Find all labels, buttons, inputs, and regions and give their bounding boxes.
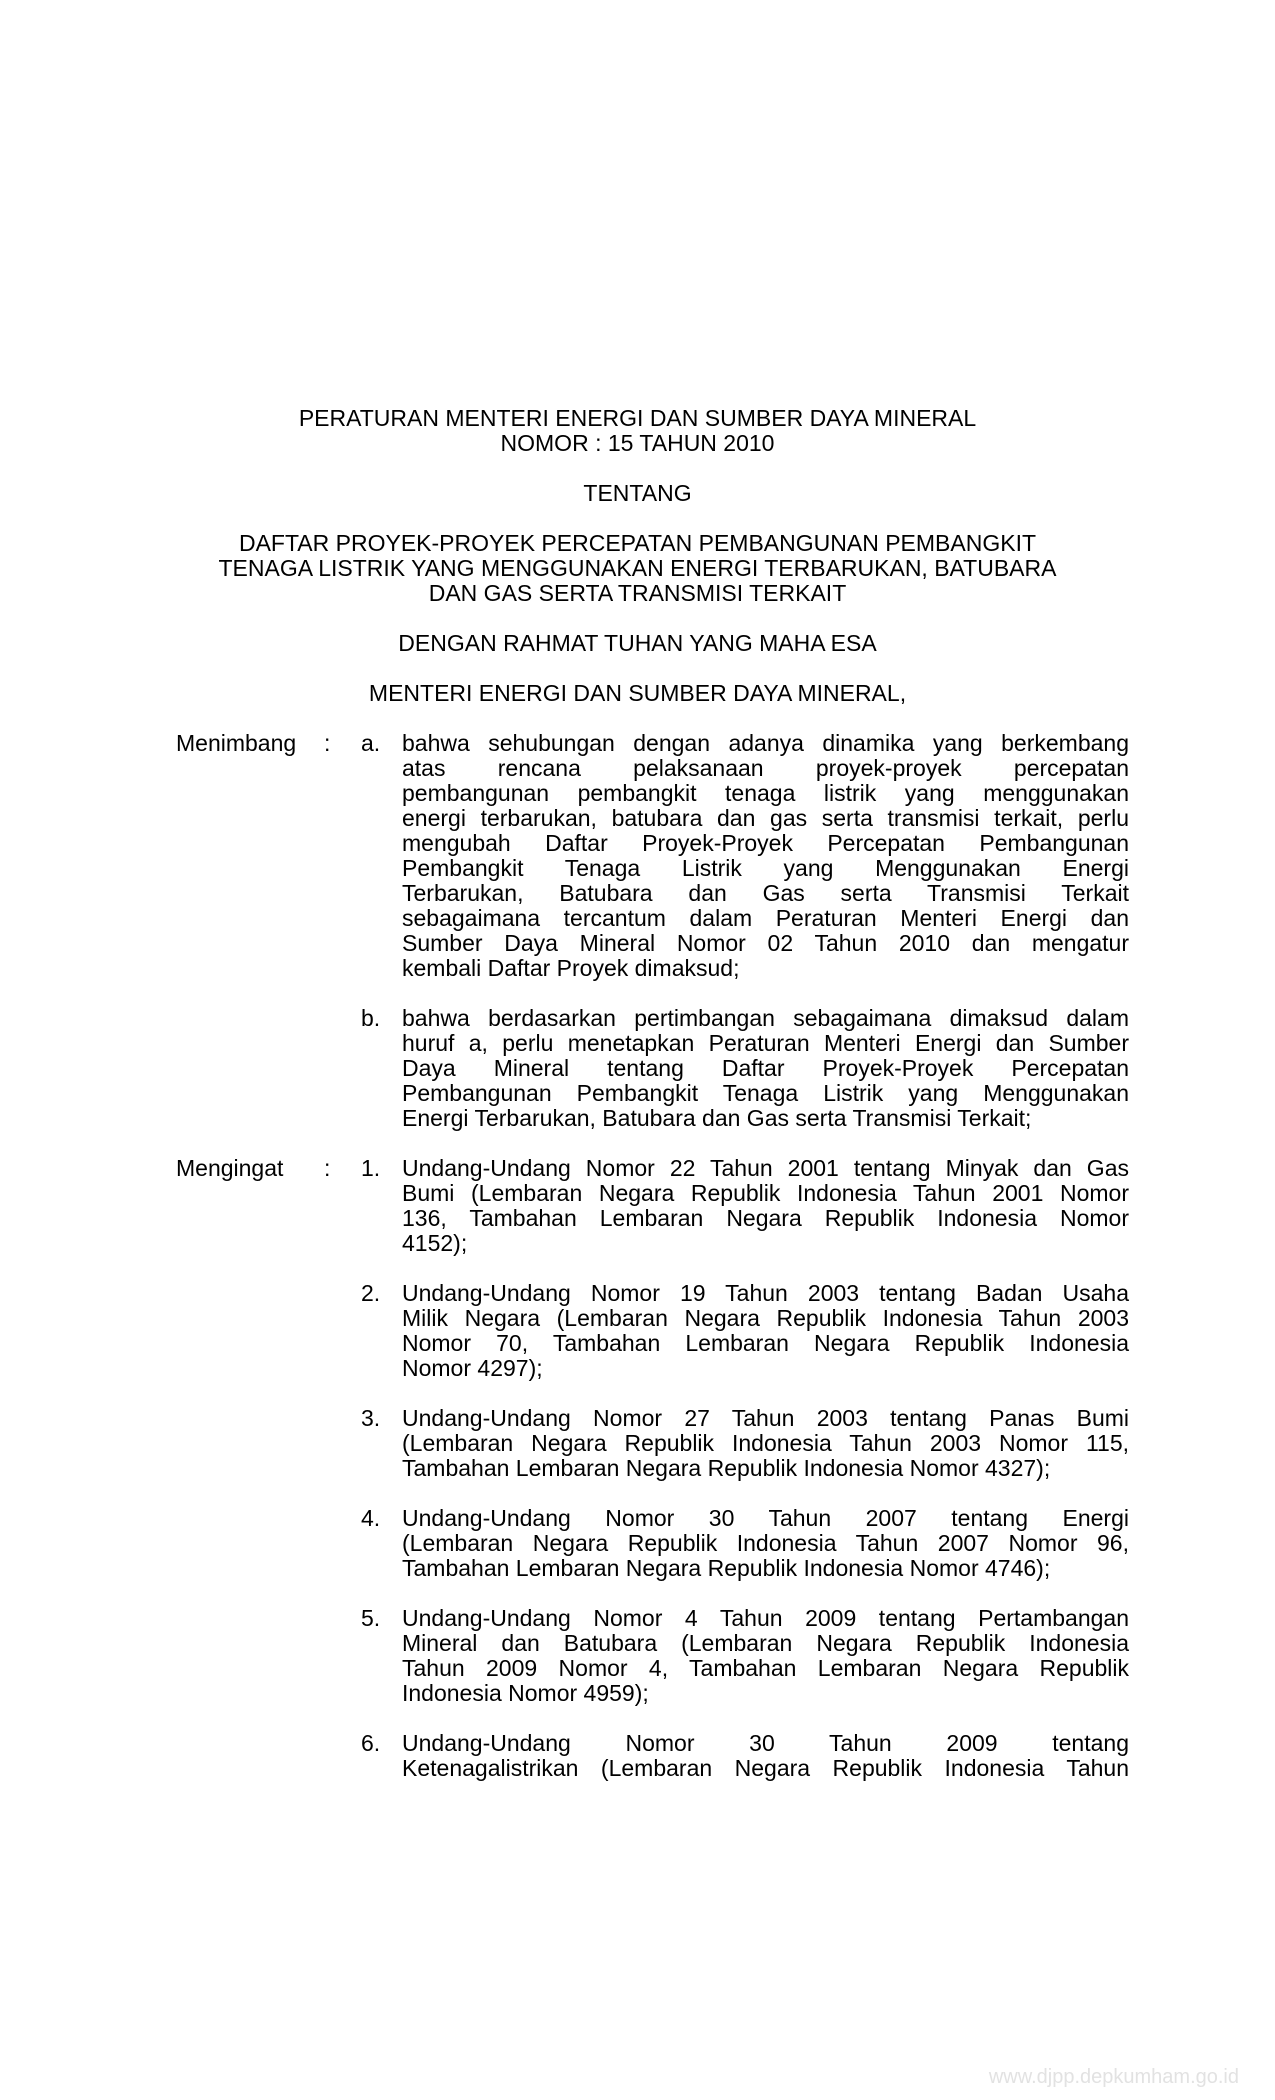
menimbang-label: Menimbang [176, 730, 297, 756]
text-line: bahwa sehubungan dengan adanya dinamika yang berkembang [402, 730, 1129, 756]
text-line: energi terbarukan, batubara dan gas serta transmisi terkait, perlu [402, 805, 1129, 831]
text-line: 136, Tambahan Lembaran Negara Republik Indonesia Nomor [402, 1205, 1129, 1231]
text-line: atas rencana pelaksanaan proyek-proyek percepatan [402, 755, 1129, 781]
mengingat-item-4 [402, 1506, 1129, 1581]
source-watermark: www.djpp.depkumham.go.id [988, 2066, 1239, 2088]
menimbang-item-b [402, 1006, 1129, 1131]
tentang-heading: TENTANG [583, 480, 692, 506]
text-line: Bumi (Lembaran Negara Republik Indonesia Tahun 2001 Nomor [402, 1180, 1129, 1206]
regulation-title: PERATURAN MENTERI ENERGI DAN SUMBER DAYA MINERAL [298, 405, 977, 431]
text-line: (Lembaran Negara Republik Indonesia Tahun 2007 Nomor 96, [402, 1530, 1129, 1556]
subject-line-1: DAFTAR PROYEK-PROYEK PERCEPATAN PEMBANGUNAN PEMBANGKIT [238, 530, 1037, 556]
text-line: (Lembaran Negara Republik Indonesia Tahun 2003 Nomor 115, [402, 1430, 1129, 1456]
mengingat-6-marker: 6. [361, 1730, 381, 1756]
text-line: Energi Terbarukan, Batubara dan Gas serta Transmisi Terkait; [402, 1105, 1032, 1131]
text-line: 4152); [402, 1230, 468, 1256]
menimbang-a-marker: a. [361, 730, 381, 756]
text-line: huruf a, perlu menetapkan Peraturan Menteri Energi dan Sumber [402, 1030, 1129, 1056]
text-line: Daya Mineral tentang Daftar Proyek-Proyek Percepatan [402, 1055, 1129, 1081]
text-line: Terbarukan, Batubara dan Gas serta Transmisi Terkait [402, 880, 1129, 906]
text-line: Undang-Undang Nomor 27 Tahun 2003 tentang Panas Bumi [402, 1405, 1129, 1431]
text-line: Undang-Undang Nomor 22 Tahun 2001 tentang Minyak dan Gas [402, 1155, 1129, 1181]
text-line: Mineral dan Batubara (Lembaran Negara Republik Indonesia [402, 1630, 1129, 1656]
text-line: Undang-Undang Nomor 30 Tahun 2009 tentang [402, 1730, 1129, 1756]
menimbang-item-a [402, 731, 1129, 981]
mengingat-item-2 [402, 1281, 1129, 1381]
text-line: pembangunan pembangkit tenaga listrik yang menggunakan [402, 780, 1129, 806]
subject-line-2: TENAGA LISTRIK YANG MENGGUNAKAN ENERGI TERBARUKAN, BATUBARA [218, 555, 1057, 581]
text-line: Indonesia Nomor 4959); [402, 1680, 649, 1706]
text-line: mengubah Daftar Proyek-Proyek Percepatan Pembangunan [402, 830, 1129, 856]
menimbang-colon: : [324, 730, 331, 756]
text-line: Sumber Daya Mineral Nomor 02 Tahun 2010 dan mengatur [402, 930, 1129, 956]
mengingat-item-5 [402, 1606, 1129, 1706]
mengingat-label: Mengingat [176, 1155, 284, 1181]
menimbang-b-marker: b. [361, 1005, 381, 1031]
rahmat-line: DENGAN RAHMAT TUHAN YANG MAHA ESA [398, 630, 877, 656]
regulation-number: NOMOR : 15 TAHUN 2010 [500, 430, 775, 456]
text-line: Nomor 4297); [402, 1355, 543, 1381]
mengingat-item-6 [402, 1731, 1129, 1781]
subject-line-3: DAN GAS SERTA TRANSMISI TERKAIT [428, 580, 847, 606]
text-line: Pembangkit Tenaga Listrik yang Menggunakan Energi [402, 855, 1129, 881]
text-line: Undang-Undang Nomor 30 Tahun 2007 tentang Energi [402, 1505, 1129, 1531]
mengingat-item-1 [402, 1156, 1129, 1256]
text-line: Undang-Undang Nomor 4 Tahun 2009 tentang Pertambangan [402, 1605, 1129, 1631]
text-line: Nomor 70, Tambahan Lembaran Negara Republik Indonesia [402, 1330, 1129, 1356]
mengingat-3-marker: 3. [361, 1405, 381, 1431]
text-line: Undang-Undang Nomor 19 Tahun 2003 tentang Badan Usaha [402, 1280, 1129, 1306]
mengingat-colon: : [324, 1155, 331, 1181]
mengingat-2-marker: 2. [361, 1280, 381, 1306]
text-line: Tambahan Lembaran Negara Republik Indonesia Nomor 4327); [402, 1455, 1051, 1481]
text-line: sebagaimana tercantum dalam Peraturan Menteri Energi dan [402, 905, 1129, 931]
mengingat-4-marker: 4. [361, 1505, 381, 1531]
text-line: Tahun 2009 Nomor 4, Tambahan Lembaran Negara Republik [402, 1655, 1129, 1681]
text-line: kembali Daftar Proyek dimaksud; [402, 955, 740, 981]
text-line: bahwa berdasarkan pertimbangan sebagaimana dimaksud dalam [402, 1005, 1129, 1031]
mengingat-1-marker: 1. [361, 1155, 381, 1181]
text-line: Pembangunan Pembangkit Tenaga Listrik yang Menggunakan [402, 1080, 1129, 1106]
mengingat-5-marker: 5. [361, 1605, 381, 1631]
text-line: Milik Negara (Lembaran Negara Republik Indonesia Tahun 2003 [402, 1305, 1129, 1331]
minister-line: MENTERI ENERGI DAN SUMBER DAYA MINERAL, [368, 680, 907, 706]
text-line: Tambahan Lembaran Negara Republik Indonesia Nomor 4746); [402, 1555, 1051, 1581]
text-line: Ketenagalistrikan (Lembaran Negara Republik Indonesia Tahun [402, 1755, 1129, 1781]
mengingat-item-3 [402, 1406, 1129, 1481]
